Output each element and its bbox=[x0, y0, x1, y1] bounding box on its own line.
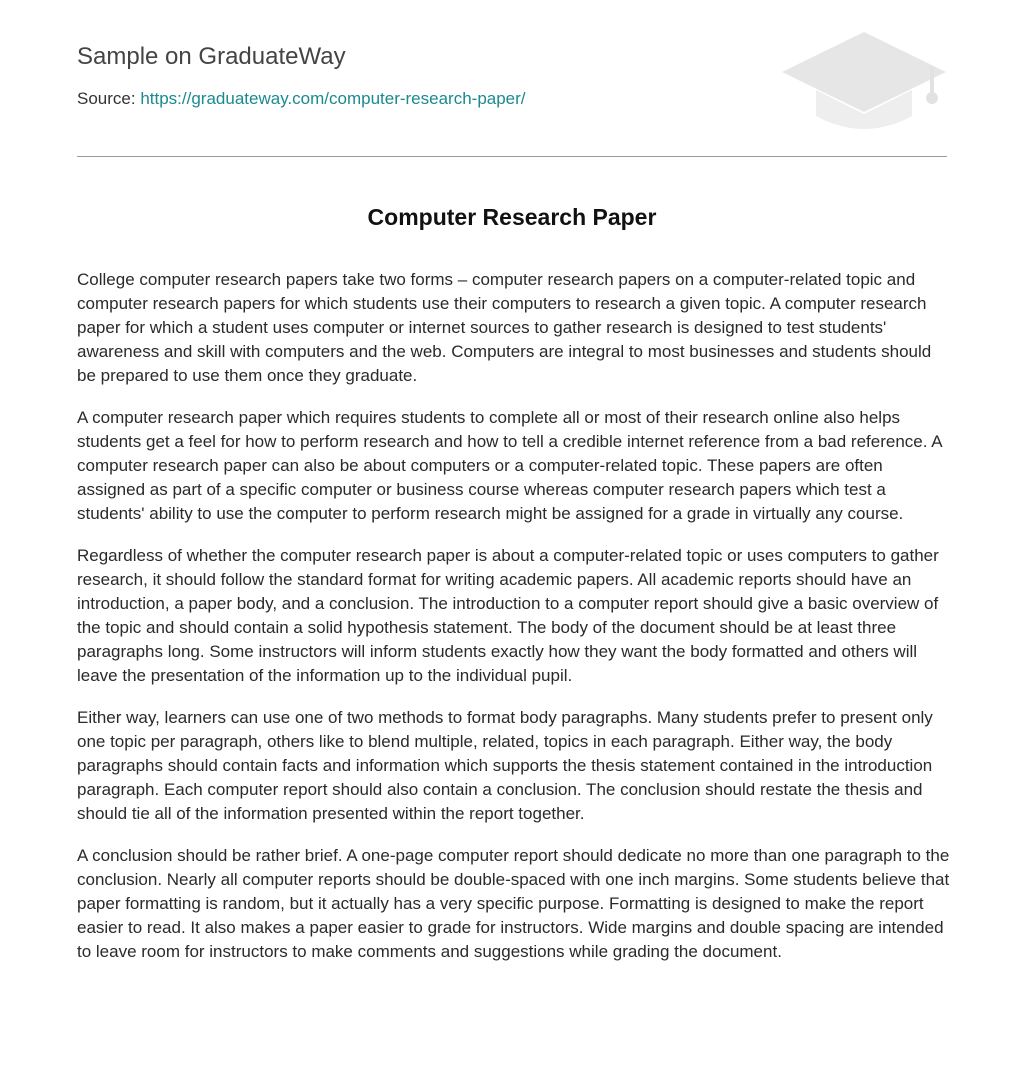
source-label: Source: bbox=[77, 89, 136, 108]
source-link[interactable]: https://graduateway.com/computer-research-paper/ bbox=[140, 89, 526, 108]
article-title: Computer Research Paper bbox=[367, 204, 657, 230]
graduation-cap-icon bbox=[780, 30, 948, 134]
source-line bbox=[77, 89, 526, 109]
paragraph: College computer research papers take two forms – computer research papers on a computer-related topic and computer research papers for which students use their computers to research a given topic. A computer research paper for which a student uses computer or internet sources to gather research is designed to test students' awareness and skill with computers and the web. Computers are integral to most businesses and students should be prepared to use them once they graduate. bbox=[77, 270, 932, 385]
article-body bbox=[77, 268, 951, 982]
page-header bbox=[77, 0, 947, 157]
paragraph: Either way, learners can use one of two methods to format body paragraphs. Many students prefer to present only one topic per paragraph, others like to blend multiple, related, topics in each paragraph. Either way, the body paragraphs should contain facts and information which supports the thesis statement contained in the introduction paragraph. Each computer report should also contain a conclusion. The conclusion should restate the thesis and should tie all of the information presented within the report together. bbox=[77, 708, 933, 823]
paragraph: Regardless of whether the computer research paper is about a computer-related topic or uses computers to gather research, it should follow the standard format for writing academic papers. All academic reports should have an introduction, a paper body, and a conclusion. The introduction to a computer report should give a basic overview of the topic and should contain a solid hypothesis statement. The body of the document should be at least three paragraphs long. Some instructors will inform students exactly how they want the body formatted and others will leave the presentation of the information up to the individual pupil. bbox=[77, 546, 939, 685]
site-name: Sample on GraduateWay bbox=[77, 43, 346, 70]
paragraph: A computer research paper which requires students to complete all or most of their research online also helps students get a feel for how to perform research and how to tell a credible internet reference from a bad reference. A computer research paper can also be about computers or a computer-related topic. These papers are often assigned as part of a specific computer or business course whereas computer research papers which test a students' ability to use the computer to perform research might be assigned for a grade in virtually any course. bbox=[77, 408, 942, 523]
paragraph: A conclusion should be rather brief. A one-page computer report should dedicate no more than one paragraph to the conclusion. Nearly all computer reports should be double-spaced with one inch margins. Some students believe that paper formatting is random, but it actually has a very specific purpose. Formatting is designed to make the report easier to read. It also makes a paper easier to grade for instructors. Wide margins and double spacing are intended to leave room for instructors to make comments and suggestions while grading the document. bbox=[77, 846, 950, 961]
